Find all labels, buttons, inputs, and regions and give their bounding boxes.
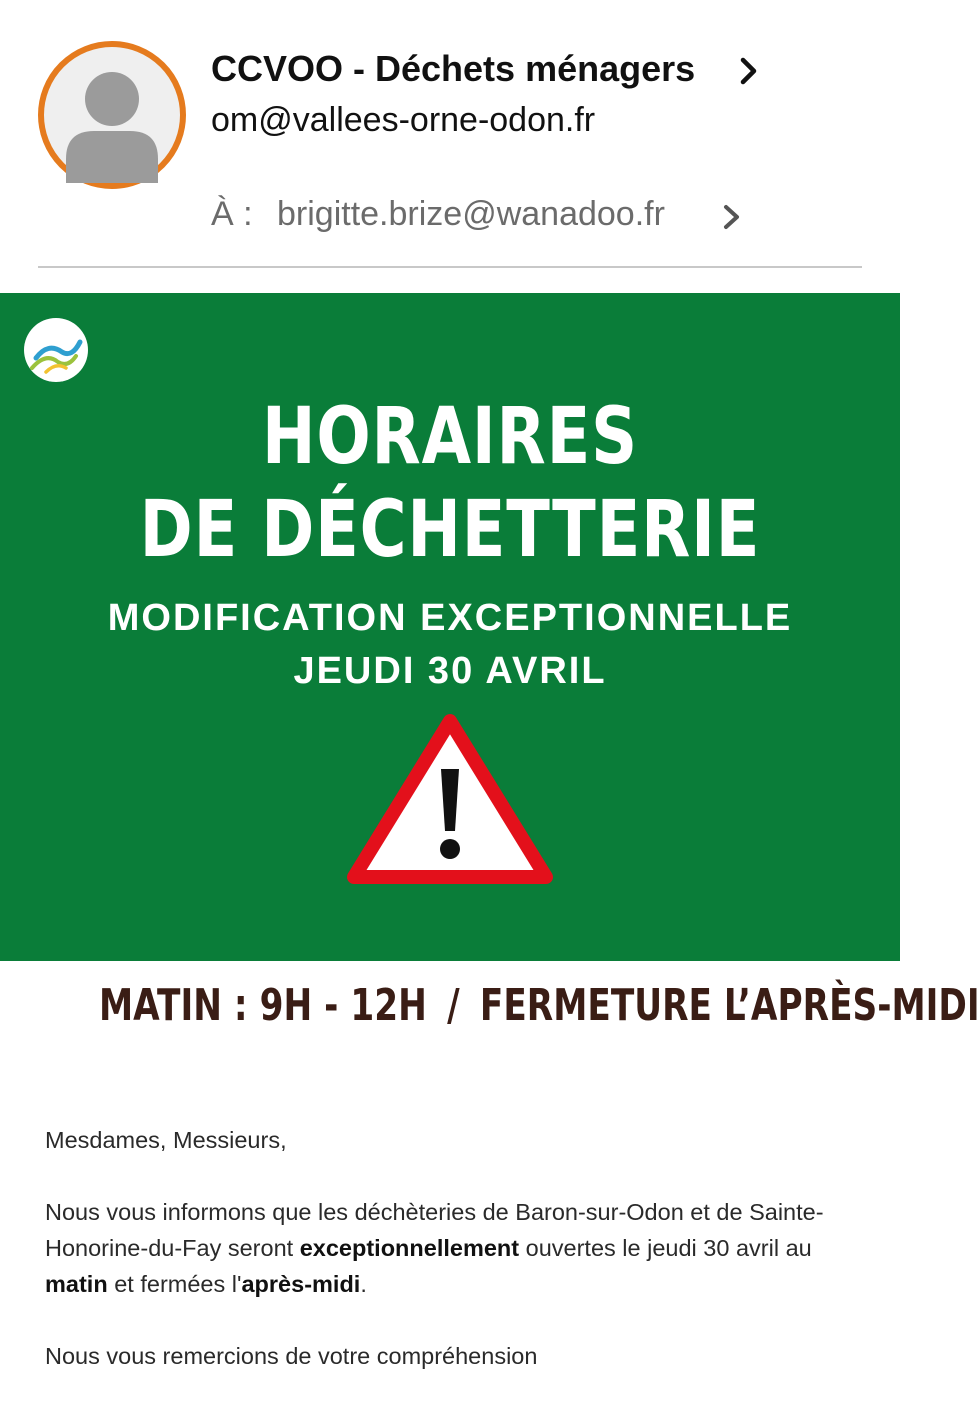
message-greeting: Mesdames, Messieurs, <box>45 1127 287 1153</box>
hours-afternoon: FERMETURE L’APRÈS-MIDI <box>479 980 980 1031</box>
paragraph-text: Nous vous informons que les déchèteries de Baron-sur-Odon et de Sainte-Honorine-du-Fay seront <box>45 1199 824 1261</box>
hours-morning: MATIN : 9H - 12H <box>99 980 427 1031</box>
banner-title-line-2: DE DÉCHETTERIE <box>139 485 761 575</box>
message-closing: Nous vous remercions de votre compréhension <box>45 1343 538 1369</box>
paragraph-emphasis: exceptionnellement <box>299 1235 520 1261</box>
banner-title-line-1: HORAIRES <box>261 392 639 482</box>
chevron-right-icon[interactable] <box>722 203 742 231</box>
banner-subtitle-line-1: MODIFICATION EXCEPTIONNELLE <box>107 597 793 639</box>
sender-email[interactable]: om@vallees-orne-odon.fr <box>211 101 596 139</box>
message-paragraph <box>45 1194 845 1302</box>
paragraph-emphasis: matin <box>45 1271 108 1297</box>
header-divider <box>38 266 862 268</box>
paragraph-text: et fermées l' <box>107 1271 242 1297</box>
banner-subtitle-line-2: JEUDI 30 AVRIL <box>293 650 607 692</box>
notice-banner <box>0 293 900 961</box>
recipient-email[interactable]: brigitte.brize@wanadoo.fr <box>277 195 665 233</box>
paragraph-emphasis: après-midi <box>241 1271 361 1297</box>
ccvoo-logo <box>24 318 88 382</box>
paragraph-text: . <box>360 1271 367 1297</box>
person-icon <box>44 47 180 183</box>
chevron-right-icon[interactable] <box>738 56 760 86</box>
paragraph-text: ouvertes le jeudi 30 avril au <box>519 1235 812 1261</box>
opening-hours <box>99 980 980 1031</box>
sender-name[interactable]: CCVOO - Déchets ménagers <box>211 48 696 89</box>
hours-separator: / <box>447 980 460 1031</box>
to-label: À : <box>211 195 253 233</box>
sender-avatar[interactable] <box>38 41 186 189</box>
warning-triangle-icon <box>346 713 554 888</box>
email-header <box>0 0 900 293</box>
